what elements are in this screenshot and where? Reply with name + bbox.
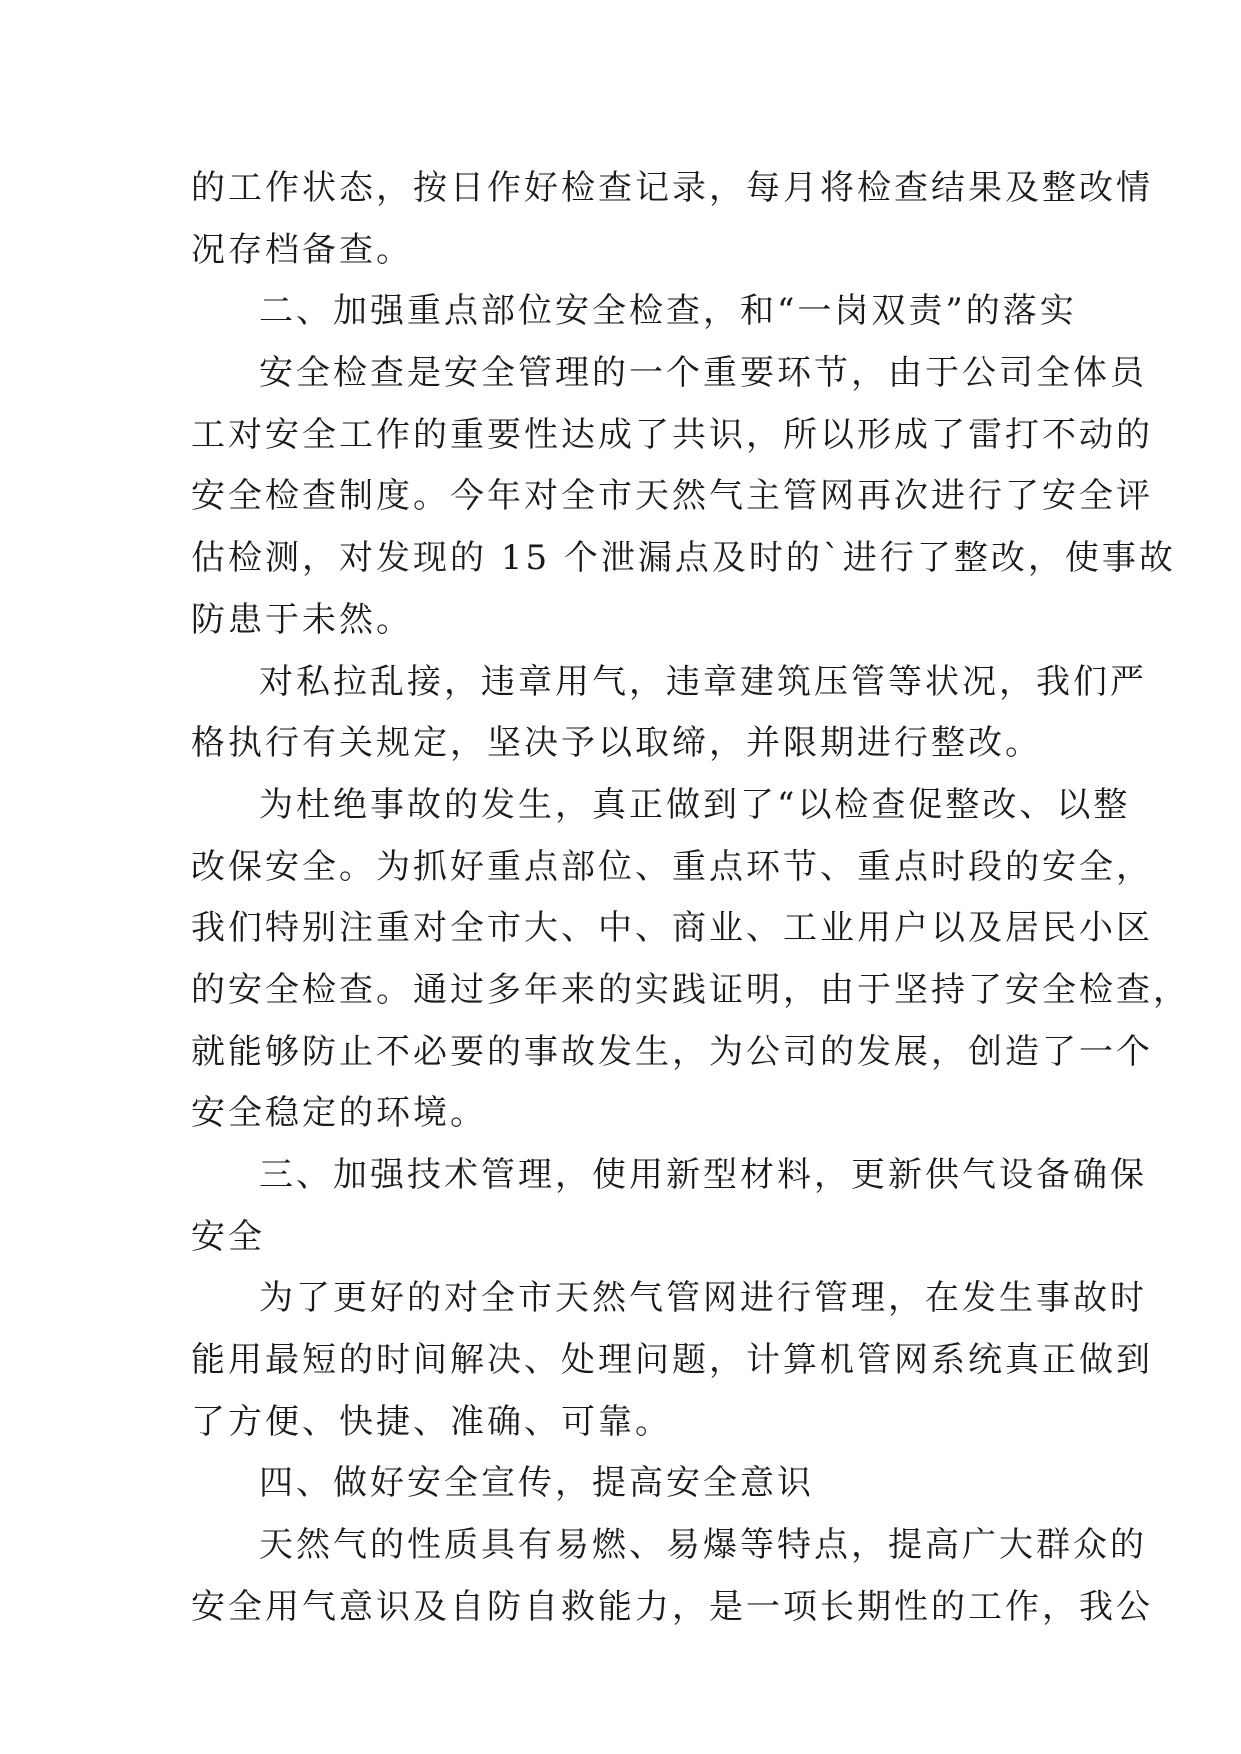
document-body — [191, 158, 1190, 1639]
text-line: 安全检查是安全管理的一个重要环节，由于公司全体员 — [259, 353, 1147, 394]
text-line: 改保安全。为抓好重点部位、重点环节、重点时段的安全， — [191, 846, 1153, 887]
text-line: 二、加强重点部位安全检查，和“一岗双责”的落实 — [259, 291, 1077, 332]
text-line: 防患于未然。 — [191, 599, 413, 640]
text-line: 对私拉乱接，违章用气，违章建筑压管等状况，我们严 — [259, 661, 1147, 702]
text-line: 我们特别注重对全市大、中、商业、工业用户以及居民小区 — [191, 908, 1153, 949]
text-line: 况存档备查。 — [191, 229, 413, 270]
text-line: 安全用气意识及自防自救能力，是一项长期性的工作，我公 — [191, 1586, 1153, 1627]
text-line: 为杜绝事故的发生，真正做到了“以检查促整改、以整 — [259, 784, 1131, 825]
text-line: 了方便、快捷、准确、可靠。 — [191, 1401, 672, 1442]
text-line: 的工作状态，按日作好检查记录，每月将检查结果及整改情 — [191, 168, 1153, 208]
text-line: 安全 — [191, 1216, 265, 1257]
text-line: 安全检查制度。今年对全市天然气主管网再次进行了安全评 — [191, 476, 1153, 517]
text-line: 四、做好安全宣传，提高安全意识 — [259, 1463, 814, 1504]
text-line: 安全稳定的环境。 — [191, 1093, 487, 1134]
text-line: 估检测，对发现的 15 个泄漏点及时的`进行了整改，使事故 — [191, 538, 1176, 579]
text-line: 天然气的性质具有易燃、易爆等特点，提高广大群众的 — [259, 1525, 1147, 1566]
text-line: 三、加强技术管理，使用新型材料，更新供气设备确保 — [259, 1155, 1147, 1195]
text-line: 工对安全工作的重要性达成了共识，所以形成了雷打不动的 — [191, 414, 1153, 455]
text-line: 为了更好的对全市天然气管网进行管理，在发生事故时 — [259, 1278, 1147, 1319]
text-line: 就能够防止不必要的事故发生，为公司的发展，创造了一个 — [191, 1031, 1153, 1072]
text-line: 能用最短的时间解决、处理问题，计算机管网系统真正做到 — [191, 1340, 1153, 1381]
text-line: 的安全检查。通过多年来的实践证明，由于坚持了安全检查， — [191, 969, 1190, 1010]
text-line: 格执行有关规定，坚决予以取缔，并限期进行整改。 — [191, 723, 1042, 764]
